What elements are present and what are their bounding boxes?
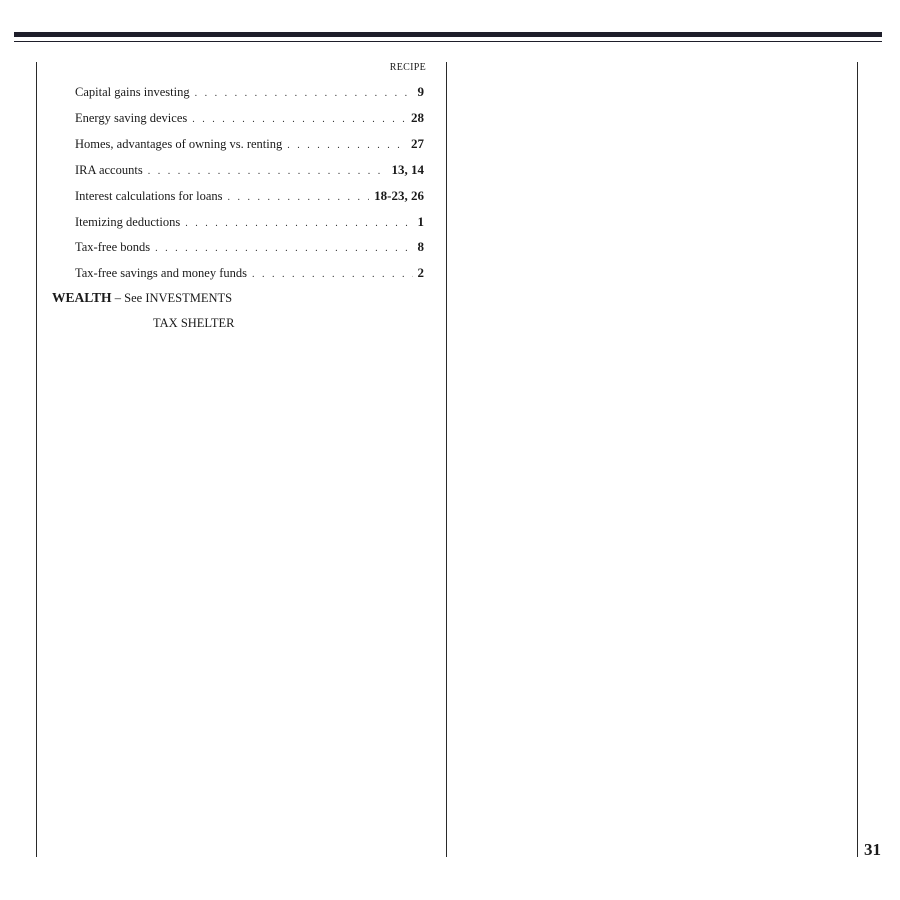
index-heading-term: WEALTH [52, 290, 112, 305]
index-entry-page: 27 [411, 136, 424, 151]
index-entry-label: IRA accounts [75, 163, 143, 177]
index-entry [75, 136, 424, 156]
index-entry-label: Capital gains investing [75, 85, 190, 99]
index-entry-page: 8 [417, 239, 424, 254]
index-entry-page: 13, 14 [391, 162, 424, 177]
page-number: 31 [864, 840, 881, 859]
index-entry [75, 265, 424, 285]
index-entry [75, 214, 424, 234]
index-entry-label: Homes, advantages of owning vs. renting [75, 137, 283, 151]
top-rule-thick [14, 32, 882, 37]
left-column-border [36, 62, 37, 857]
dot-leader [192, 114, 406, 125]
index-entry-label: Itemizing deductions [75, 215, 181, 229]
index-entry [75, 188, 424, 208]
index-entry-page: 28 [411, 110, 424, 125]
see-reference-sub: TAX SHELTER [153, 316, 235, 330]
index-entry [75, 84, 424, 104]
index-entry-page: 9 [417, 84, 424, 99]
index-entry [75, 162, 424, 182]
index-entry-label: Interest calculations for loans [75, 189, 223, 203]
index-entry [75, 110, 424, 130]
index-entry [75, 239, 424, 259]
dot-leader [155, 243, 412, 254]
dot-leader [228, 192, 370, 203]
see-reference: – See INVESTMENTS [114, 291, 233, 305]
index-entry-label: Tax-free savings and money funds [75, 266, 247, 280]
index-entry-label: Tax-free bonds [75, 240, 151, 254]
top-rule-thin [14, 41, 882, 42]
dot-leader [252, 269, 413, 280]
dot-leader [195, 88, 413, 99]
dot-leader [148, 166, 387, 177]
center-column-divider [446, 62, 447, 857]
index-entry-page: 2 [417, 265, 424, 280]
index-entry-page: 18-23, 26 [374, 188, 424, 203]
index-entry-label: Energy saving devices [75, 111, 188, 125]
index-heading-wealth [52, 290, 232, 306]
right-column-border [857, 62, 858, 857]
column-header-recipe: RECIPE [389, 62, 426, 73]
dot-leader [287, 140, 406, 151]
dot-leader [185, 218, 412, 229]
index-entry-page: 1 [417, 214, 424, 229]
